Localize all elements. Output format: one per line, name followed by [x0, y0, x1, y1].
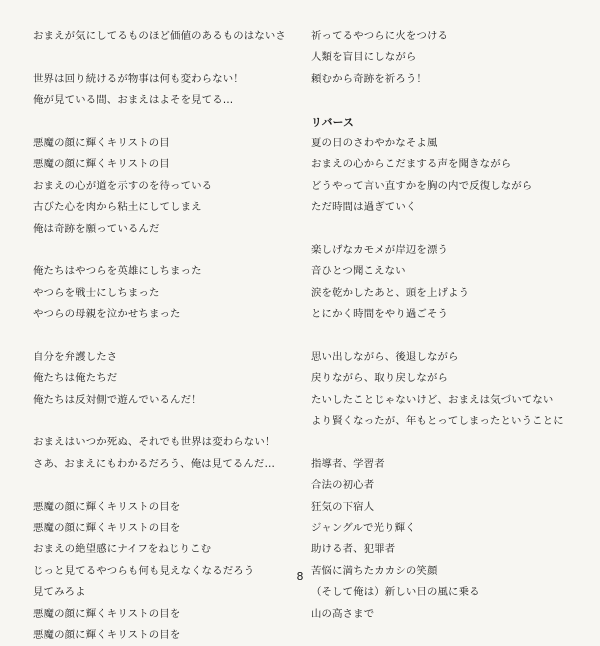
- stanza-gap: [33, 411, 298, 432]
- stanza-gap: [33, 240, 298, 261]
- lyric-line: 世界は回り続けるが物事は何も変わらない！: [33, 72, 244, 85]
- lyric-line: 狂気の下宿人: [311, 500, 375, 513]
- lyric-stanza: [311, 26, 586, 90]
- lyric-line: さあ、おまえにもわかるだろう、俺は見てるんだ…: [33, 457, 276, 470]
- lyric-stanza: [33, 69, 298, 112]
- lyric-stanza: [311, 133, 586, 219]
- page-number: 8: [296, 570, 304, 583]
- lyric-line: 戻りながら、取り戻しながら: [311, 372, 449, 385]
- lyric-line: 頼むから奇跡を祈ろう！: [311, 72, 427, 85]
- lyric-line: おまえが気にしてるものほど価値のあるものはないさ: [33, 30, 286, 42]
- lyric-stanza: [311, 240, 586, 326]
- stanza-gap: [33, 475, 298, 496]
- lyric-line: 俺たちは反対側で遊んでいるんだ！: [33, 393, 202, 406]
- lyric-line: たいしたことじゃないけど、おまえは気づいてない: [311, 393, 554, 406]
- lyric-stanza: [33, 26, 298, 47]
- lyric-line: 合法の初心者: [311, 479, 375, 492]
- lyric-line: 思い出しながら、後退しながら: [311, 350, 459, 363]
- lyric-line: より賢くなったが、年もとってしまったということに: [311, 415, 564, 428]
- lyric-line: おまえはいつか死ぬ、それでも世界は変わらない！: [33, 436, 276, 449]
- lyric-line: 古びた心を肉から粘土にしてしまえ: [33, 201, 202, 214]
- lyric-line: 指導者、学習者: [311, 457, 385, 470]
- lyric-line: 楽しげなカモメが岸辺を漂う: [311, 243, 449, 256]
- stanza-gap: [311, 432, 586, 453]
- lyric-line: 悪魔の顔に輝くキリストの目: [33, 136, 170, 149]
- lyric-line: 音ひとつ聞こえない: [311, 265, 406, 278]
- lyric-line: 悪魔の顔に輝くキリストの目を: [33, 521, 181, 534]
- lyric-line: やつらの母親を泣かせちまった: [33, 308, 181, 321]
- lyric-line: 助ける者、犯罪者: [311, 543, 396, 556]
- lyric-line: 悪魔の顔に輝くキリストの目: [33, 158, 170, 171]
- lyric-stanza: [311, 347, 586, 433]
- lyric-stanza: [33, 133, 298, 240]
- lyric-line: 悪魔の顔に輝くキリストの目を: [33, 607, 181, 620]
- lyric-stanza: [311, 454, 586, 625]
- lyric-stanza: [33, 261, 298, 325]
- lyric-line: やつらを戦士にしちまった: [33, 286, 160, 299]
- lyric-line: どうやって言い直すかを胸の内で反復しながら: [311, 179, 533, 192]
- lyric-line: （そして俺は）新しい日の風に乗る: [311, 586, 480, 599]
- stanza-gap: [311, 90, 586, 111]
- song-title: リバース: [311, 115, 354, 129]
- lyric-line: 山の高さまで: [311, 607, 375, 620]
- lyric-line: 悪魔の顔に輝くキリストの目を: [33, 500, 181, 513]
- stanza-gap: [33, 47, 298, 68]
- lyric-line: 俺たちはやつらを英雄にしちまった: [33, 265, 202, 278]
- lyric-line: じっと見てるやつらも何も見えなくなるだろう: [33, 564, 255, 577]
- lyric-line: 人類を盲目にしながら: [311, 51, 417, 64]
- lyric-line: 苦悩に満ちたカカシの笑顔: [311, 564, 438, 577]
- lyric-line: 涙を乾かしたあと、頭を上げよう: [311, 286, 470, 299]
- lyric-line: 悪魔の顔に輝くキリストの目を: [33, 628, 181, 641]
- lyric-line: 俺たちは俺たちだ: [33, 372, 118, 385]
- lyric-stanza: [33, 432, 298, 475]
- lyric-line: 俺が見ている間、おまえはよそを見てる…: [33, 94, 234, 107]
- lyric-line: ただ時間は過ぎていく: [311, 201, 417, 214]
- right-lyrics-column: [311, 26, 586, 625]
- lyric-line: 祈ってるやつらに火をつける: [311, 30, 449, 42]
- lyric-stanza: [33, 347, 298, 411]
- stanza-gap: [33, 325, 298, 346]
- lyric-line: 夏の日のさわやかなそよ風: [311, 136, 438, 149]
- stanza-gap: [311, 325, 586, 346]
- lyric-line: おまえの心が道を示すのを待っている: [33, 179, 213, 192]
- lyric-line: おまえの心からこだまする声を聞きながら: [311, 158, 512, 171]
- stanza-gap: [311, 219, 586, 240]
- lyric-line: ジャングルで光り輝く: [311, 521, 416, 534]
- stanza-gap: [33, 112, 298, 133]
- lyric-line: おまえの絶望感にナイフをねじりこむ: [33, 543, 212, 556]
- lyric-line: 見てみろよ: [33, 586, 86, 599]
- left-lyrics-column: [33, 26, 298, 646]
- lyric-line: とにかく時間をやり過ごそう: [311, 308, 449, 321]
- lyric-line: 俺は奇跡を願っているんだ: [33, 222, 160, 235]
- lyric-line: 自分を弁護したさ: [33, 350, 118, 363]
